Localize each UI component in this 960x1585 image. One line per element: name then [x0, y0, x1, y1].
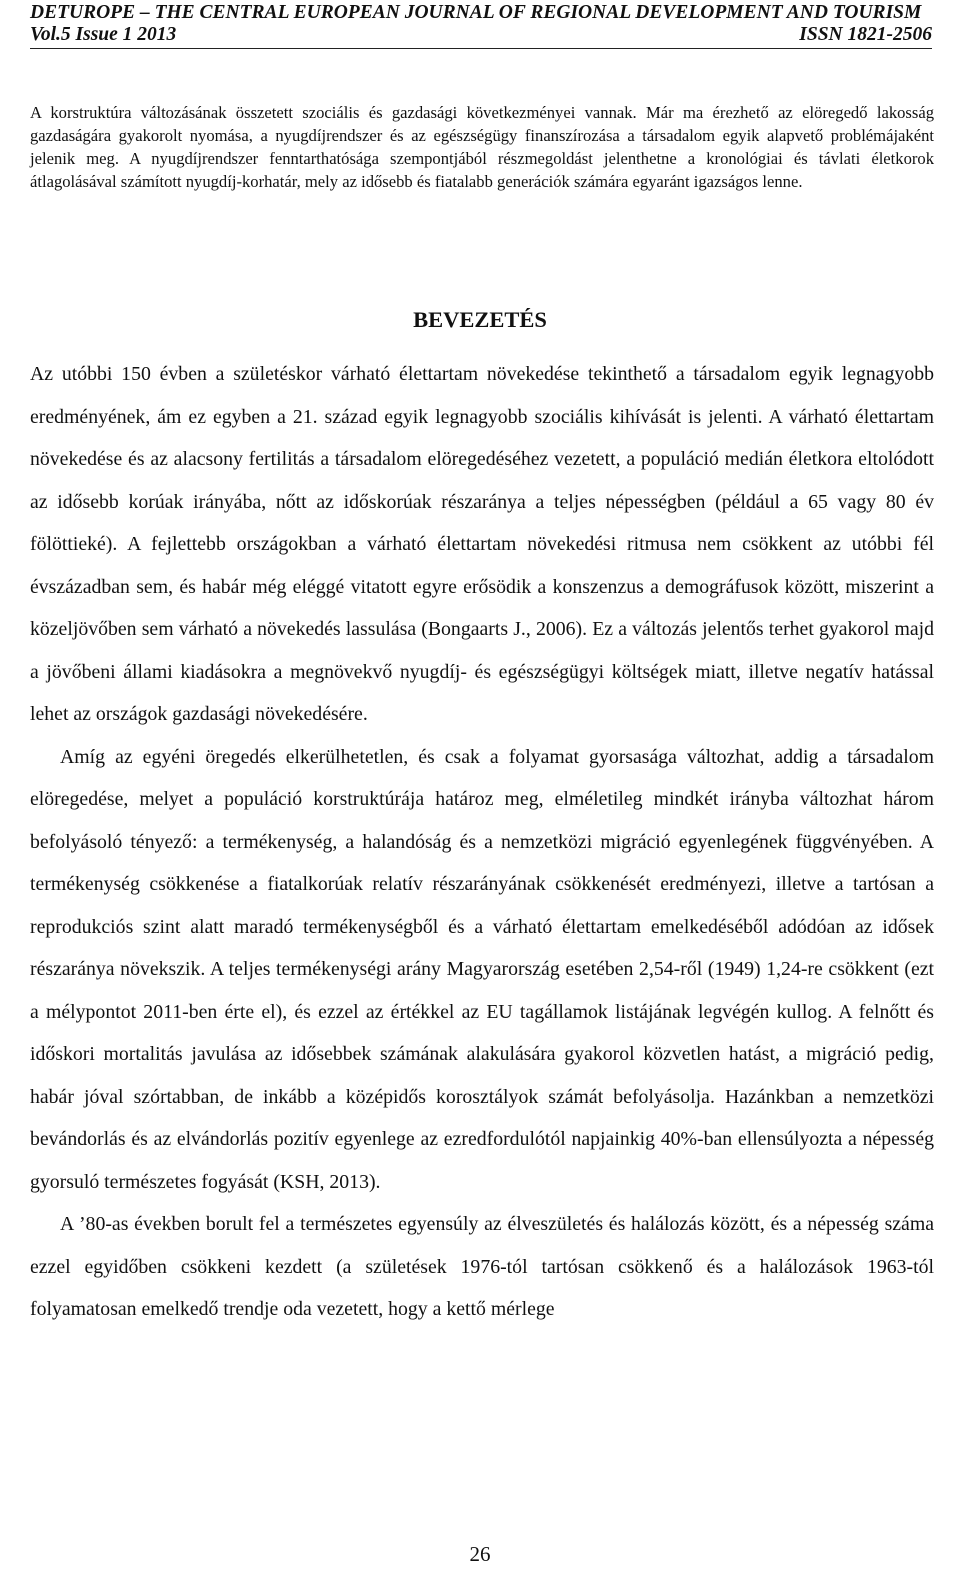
journal-title: DETUROPE – THE CENTRAL EUROPEAN JOURNAL OF REGIONAL DEVELOPMENT AND TOURISM: [30, 2, 922, 23]
volume-issue: Vol.5 Issue 1 2013: [30, 24, 177, 45]
page-number: 26: [469, 1542, 491, 1566]
body-paragraph: Amíg az egyéni öregedés elkerülhetetlen, és csak a folyamat gyorsasága változhat, addig a társadalom elöregedése, melyet a populáció korstruktúrája határoz meg, elméletileg mindkét irányba változhat három befolyásoló tényező: a termékenység, a halandóság és a nemzetközi migráció egyenlegének függvényében. A termékenység csökkenése a fiatalkorúak relatív részarányának csökkenését eredményezi, illetve a tartósan a reprodukciós szint alatt maradó termékenységből és a várható élettartam emelkedéséből adódóan az idősek részaránya növekszik. A teljes termékenységi arány Magyarország esetében 2,54-ről (1949) 1,24-re csökkent (ezt a mélypontot 2011-ben érte el), és ezzel az értékkel az EU tagállamok listájának legvégén kullog. A felnőtt és időskori mortalitás javulása az idősebbek számának alakulására gyakorol közvetlen hatást, a migráció pedig, habár jóval szórtabban, de inkább a középidős korosztályok számát befolyásolja. Hazánkban a nemzetközi bevándorlás és az elvándorlás pozitív egyenlege az ezredfordulótól napjainkig 40%-ban ellensúlyozta a népesség gyorsuló természetes fogyását (KSH, 2013).: [30, 745, 934, 1193]
abstract-paragraph: A korstruktúra változásának összetett szociális és gazdasági következményei vannak. Már ma érezhető az elöregedő lakosság gazdaságára gyakorolt nyomása, a nyugdíjrendszer és az egészségügy finanszírozása a társadalom egyik alapvető problémájaként jelenik meg. A nyugdíjrendszer fenntarthatósága szempontjából részmegoldást jelenthetne a kronológiai és távlati életkorok átlagolásával számított nyugdíj-korhatár, mely az idősebb és fiatalabb generációk számára egyaránt igazságos lenne.: [30, 103, 934, 191]
header-title-row: [30, 2, 932, 24]
body-text: [30, 353, 934, 1331]
issn: ISSN 1821-2506: [799, 24, 932, 45]
body-paragraph: Az utóbbi 150 évben a születéskor várható élettartam növekedése tekinthető a társadalom egyik legnagyobb eredményének, ám ez egyben a 21. század egyik legnagyobb szociális kihívását is jelenti. A várható élettartam növekedése és az alacsony fertilitás a társadalom elöregedéséhez vezetett, a populáció medián életkora eltolódott az idősebb korúak irányába, nőtt az időskorúak részaránya a teljes népességben (például a 65 vagy 80 év fölöttieké). A fejlettebb országokban a várható élettartam növekedési ritmusa nem csökkent az utóbbi fél évszázadban sem, és habár még eléggé vitatott egyre erősödik a konszenzus a demográfusok között, miszerint a közeljövőben sem várható a növekedés lassulása (Bongaarts J., 2006). Ez a változás jelentős terhet gyakorol majd a jövőbeni állami kiadásokra a megnövekvő nyugdíj- és egészségügyi költségek miatt, illetve negatív hatással lehet az országok gazdasági növekedésére.: [30, 363, 934, 725]
header-issue-row: [30, 24, 932, 46]
body-paragraph: A ’80-as években borult fel a természetes egyensúly az élveszületés és halálozás között, és a népesség száma ezzel egyidőben csökkeni kezdett (a születések 1976-tól tartósan csökkenő és a halálozások 1963-tól folyamatosan emelkedő trendje oda vezetett, hogy a kettő mérlege: [30, 1213, 934, 1320]
section-heading: BEVEZETÉS: [413, 307, 547, 332]
header-rule: [30, 48, 932, 49]
running-header: [30, 2, 932, 49]
